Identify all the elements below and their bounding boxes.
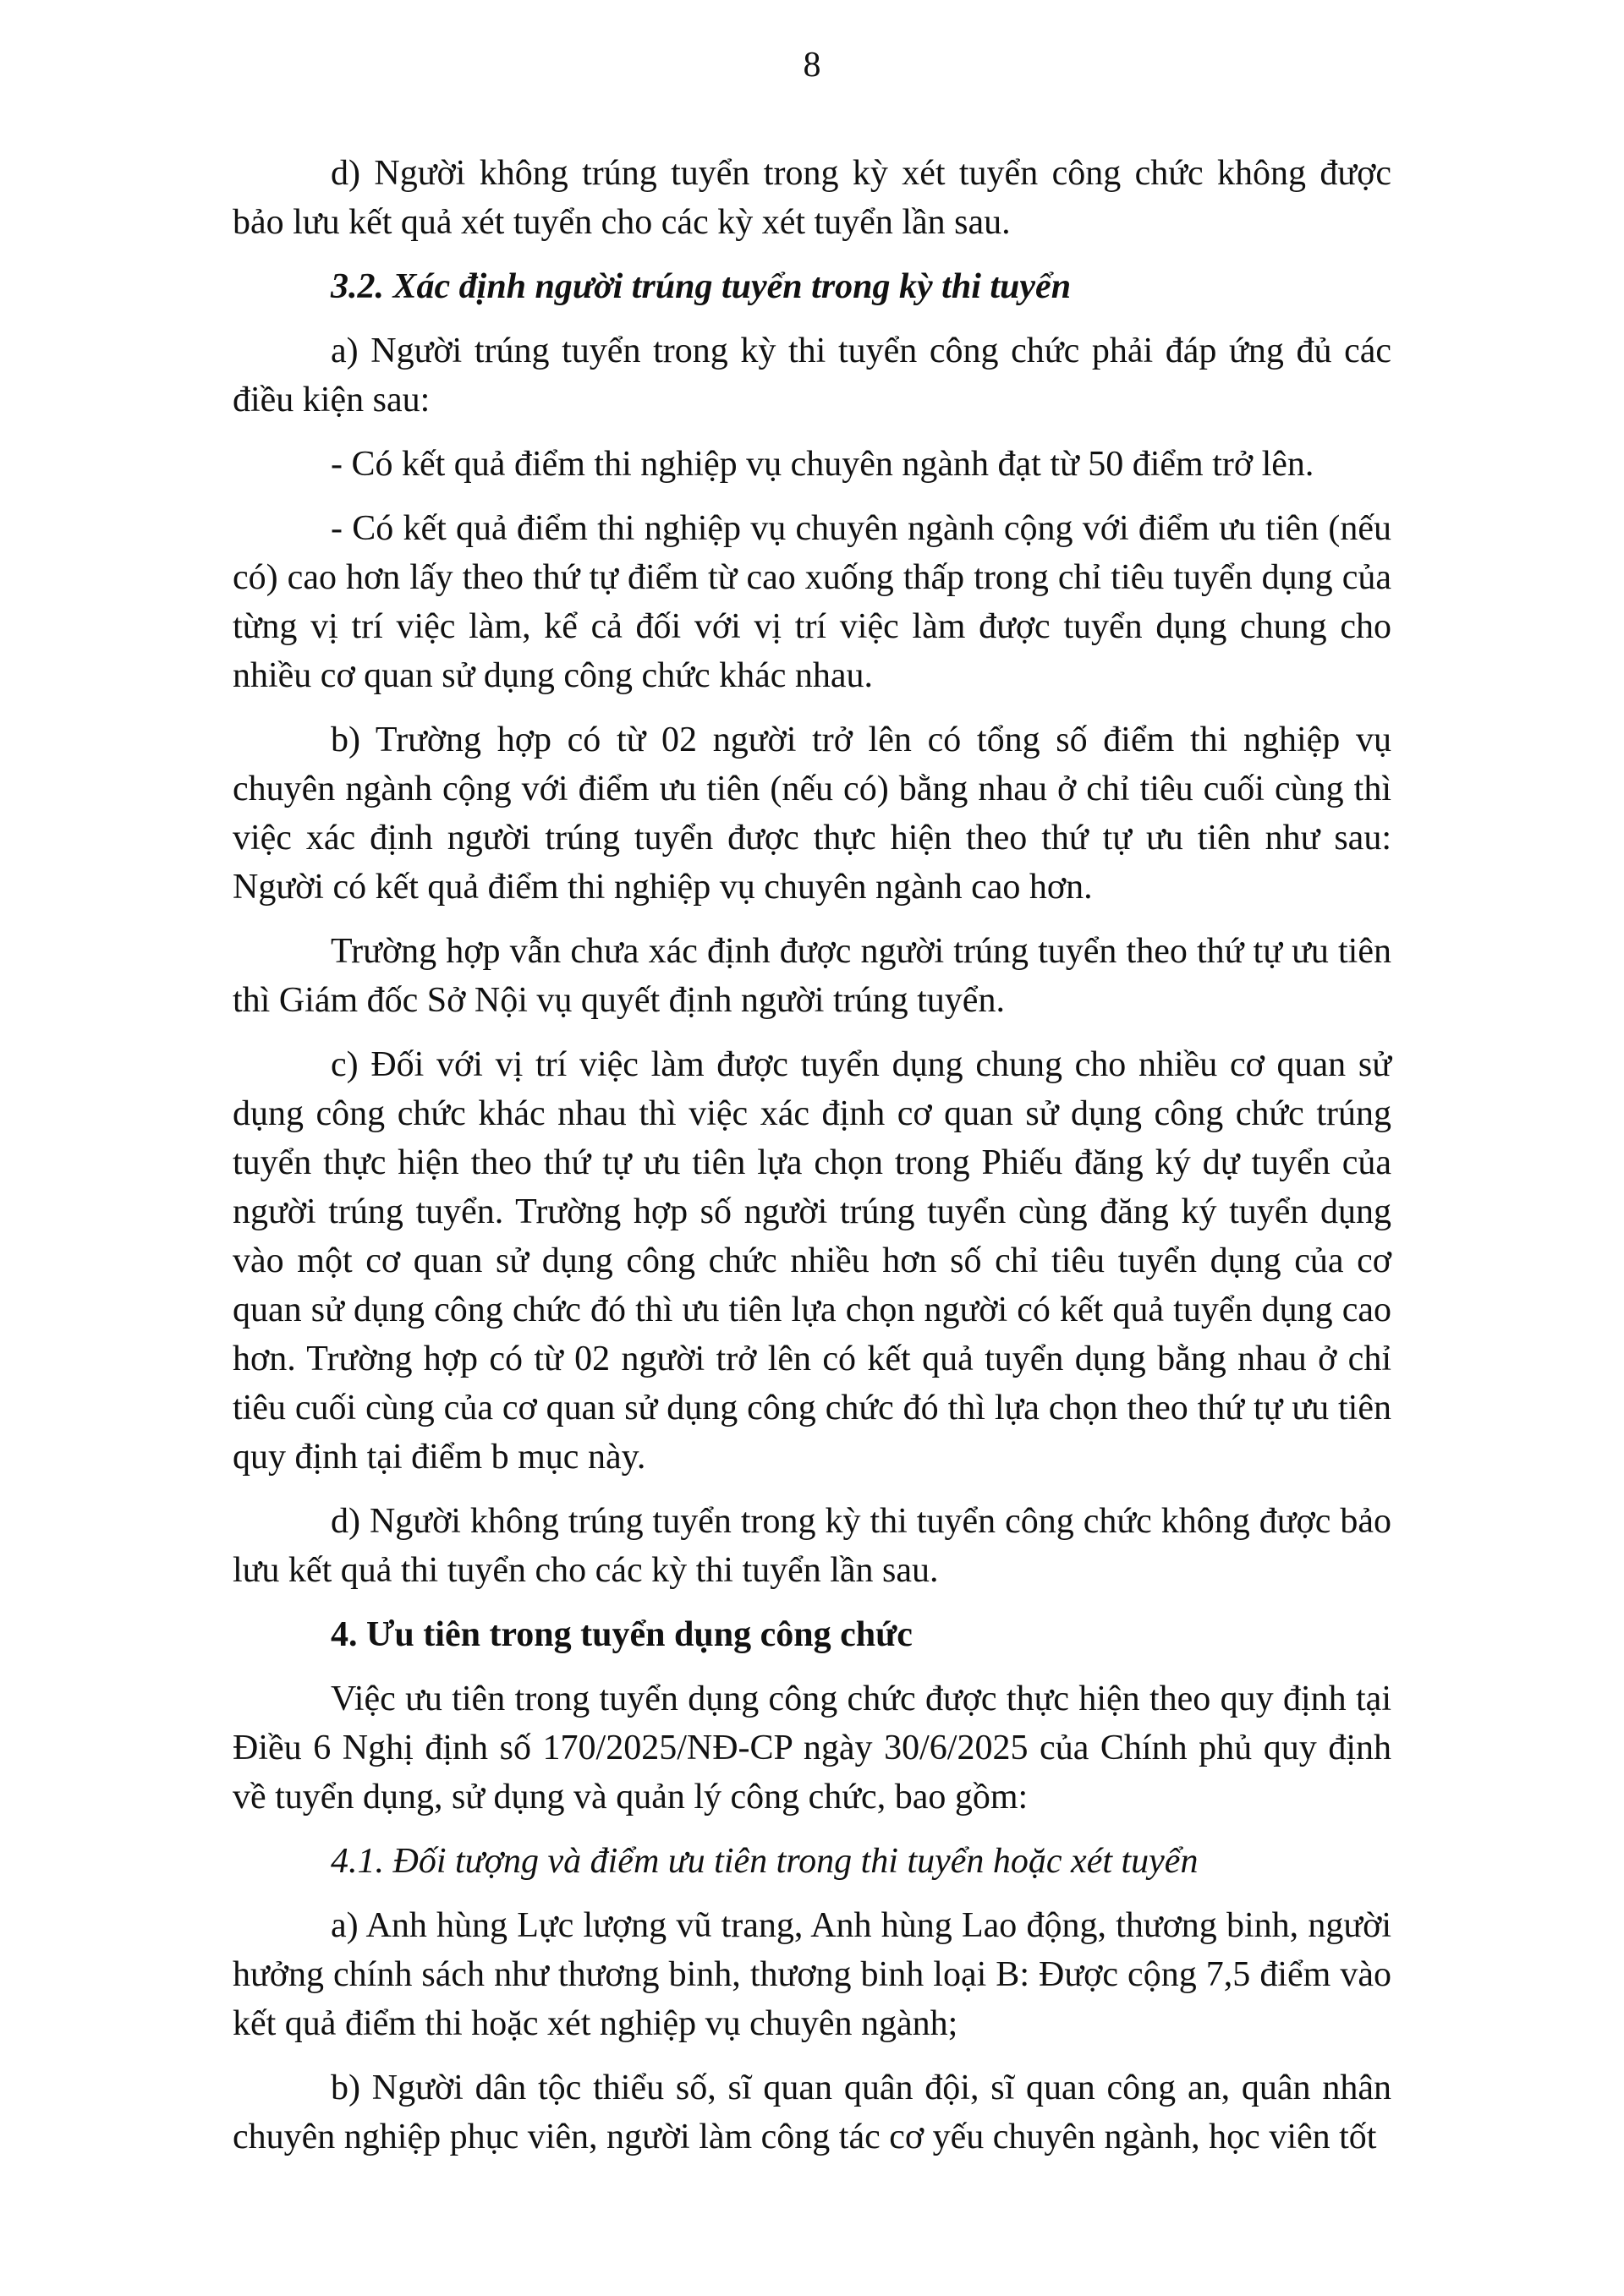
paragraph-3-1-d: d) Người không trúng tuyển trong kỳ xét tuyển công chức không được bảo lưu kết quả xét tuyển cho các kỳ xét tuyển lần sau. bbox=[233, 154, 1391, 242]
paragraph-4-1-a: a) Anh hùng Lực lượng vũ trang, Anh hùng Lao động, thương binh, người hưởng chính sách như thương binh, thương binh loại B: Được cộng 7,5 điểm vào kết quả điểm thi hoặc xét nghiệp vụ chuyên ngành; bbox=[233, 1906, 1391, 2043]
paragraph-3-2-b-cont: Trường hợp vẫn chưa xác định được người trúng tuyển theo thứ tự ưu tiên thì Giám đốc Sở Nội vụ quyết định người trúng tuyển. bbox=[233, 932, 1391, 1020]
section-heading-4-1: 4.1. Đối tượng và điểm ưu tiên trong thi tuyển hoặc xét tuyển bbox=[331, 1842, 1199, 1881]
paragraph-3-2-c: c) Đối với vị trí việc làm được tuyển dụng chung cho nhiều cơ quan sử dụng công chức khác nhau thì việc xác định cơ quan sử dụng công chức trúng tuyển thực hiện theo thứ tự ưu tiên lựa chọn trong Phiếu đăng ký dự tuyển của người trúng tuyển. Trường hợp số người trúng tuyển cùng đăng ký tuyển dụng vào một cơ quan sử dụng công chức nhiều hơn số chỉ tiêu tuyển dụng của cơ quan sử dụng công chức đó thì ưu tiên lựa chọn người có kết quả tuyển dụng cao hơn. Trường hợp có từ 02 người trở lên có kết quả tuyển dụng bằng nhau ở chỉ tiêu cuối cùng của cơ quan sử dụng công chức đó thì lựa chọn theo thứ tự ưu tiên quy định tại điểm b mục này. bbox=[233, 1045, 1391, 1477]
paragraph-condition-1: - Có kết quả điểm thi nghiệp vụ chuyên ngành đạt từ 50 điểm trở lên. bbox=[331, 445, 1314, 484]
document-body bbox=[233, 149, 1391, 2177]
paragraph-4-1-b: b) Người dân tộc thiểu số, sĩ quan quân đội, sĩ quan công an, quân nhân chuyên nghiệp phục viên, người làm công tác cơ yếu chuyên ngành, học viên tốt bbox=[233, 2069, 1391, 2156]
page-number: 8 bbox=[803, 46, 821, 85]
section-heading-4: 4. Ưu tiên trong tuyển dụng công chức bbox=[331, 1615, 913, 1654]
section-heading-3-2: 3.2. Xác định người trúng tuyển trong kỳ thi tuyển bbox=[331, 267, 1072, 306]
paragraph-3-2-a: a) Người trúng tuyển trong kỳ thi tuyển công chức phải đáp ứng đủ các điều kiện sau: bbox=[233, 332, 1391, 419]
paragraph-3-2-b: b) Trường hợp có từ 02 người trở lên có tổng số điểm thi nghiệp vụ chuyên ngành cộng với điểm ưu tiên (nếu có) bằng nhau ở chỉ tiêu cuối cùng thì việc xác định người trúng tuyển được thực hiện theo thứ tự ưu tiên như sau: Người có kết quả điểm thi nghiệp vụ chuyên ngành cao hơn. bbox=[233, 721, 1391, 907]
paragraph-4-intro: Việc ưu tiên trong tuyển dụng công chức được thực hiện theo quy định tại Điều 6 Nghị định số 170/2025/NĐ-CP ngày 30/6/2025 của Chính phủ quy định về tuyển dụng, sử dụng và quản lý công chức, bao gồm: bbox=[233, 1680, 1391, 1817]
paragraph-3-2-d: d) Người không trúng tuyển trong kỳ thi tuyển công chức không được bảo lưu kết quả thi tuyển cho các kỳ thi tuyển lần sau. bbox=[233, 1502, 1391, 1590]
paragraph-condition-2: - Có kết quả điểm thi nghiệp vụ chuyên ngành cộng với điểm ưu tiên (nếu có) cao hơn lấy theo thứ tự điểm từ cao xuống thấp trong chỉ tiêu tuyển dụng của từng vị trí việc làm, kể cả đối với vị trí việc làm được tuyển dụng chung cho nhiều cơ quan sử dụng công chức khác nhau. bbox=[233, 509, 1391, 695]
